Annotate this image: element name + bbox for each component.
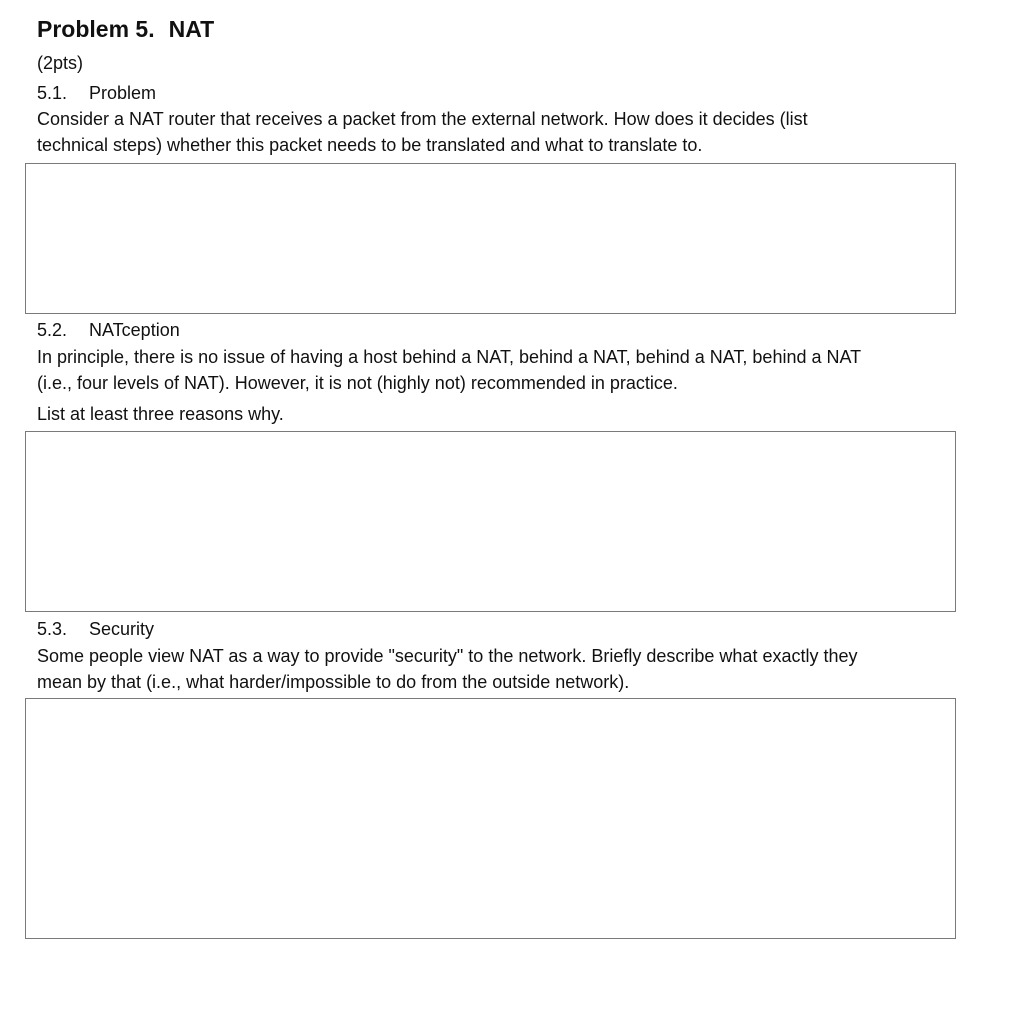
section-heading-5-3 (37, 619, 154, 640)
section-heading-5-1 (37, 83, 156, 104)
text-line: mean by that (i.e., what harder/impossible to do from the outside network). (37, 672, 630, 692)
text-line: technical steps) whether this packet needs to be translated and what to translate to. (37, 135, 703, 155)
answer-box-5-3[interactable] (25, 698, 956, 939)
section-text-5-1 (37, 106, 967, 158)
section-title: Problem (89, 83, 157, 103)
text-line: Some people view NAT as a way to provide "security" to the network. Briefly describe what exactly they (37, 646, 858, 666)
section-title: NATception (89, 320, 180, 340)
section-heading-5-2 (37, 320, 180, 341)
section-number: 5.3. (37, 619, 68, 639)
text-line: (i.e., four levels of NAT). However, it is not (highly not) recommended in practice. (37, 373, 678, 393)
section-number: 5.1. (37, 83, 68, 103)
section-number: 5.2. (37, 320, 68, 340)
answer-box-5-2[interactable] (25, 431, 956, 612)
points-label: (2pts) (37, 53, 84, 73)
problem-number-label: Problem 5. (37, 16, 155, 42)
section-extra-line-5-2: List at least three reasons why. (37, 404, 284, 424)
problem-name: NAT (168, 16, 215, 42)
text-line: In principle, there is no issue of having a host behind a NAT, behind a NAT, behind a NAT, behind a NAT (37, 347, 862, 367)
section-title: Security (89, 619, 155, 639)
section-text-5-3 (37, 643, 967, 695)
section-text-5-2 (37, 344, 967, 396)
text-line: Consider a NAT router that receives a packet from the external network. How does it decides (list (37, 109, 808, 129)
page-title (37, 16, 214, 43)
answer-box-5-1[interactable] (25, 163, 956, 314)
